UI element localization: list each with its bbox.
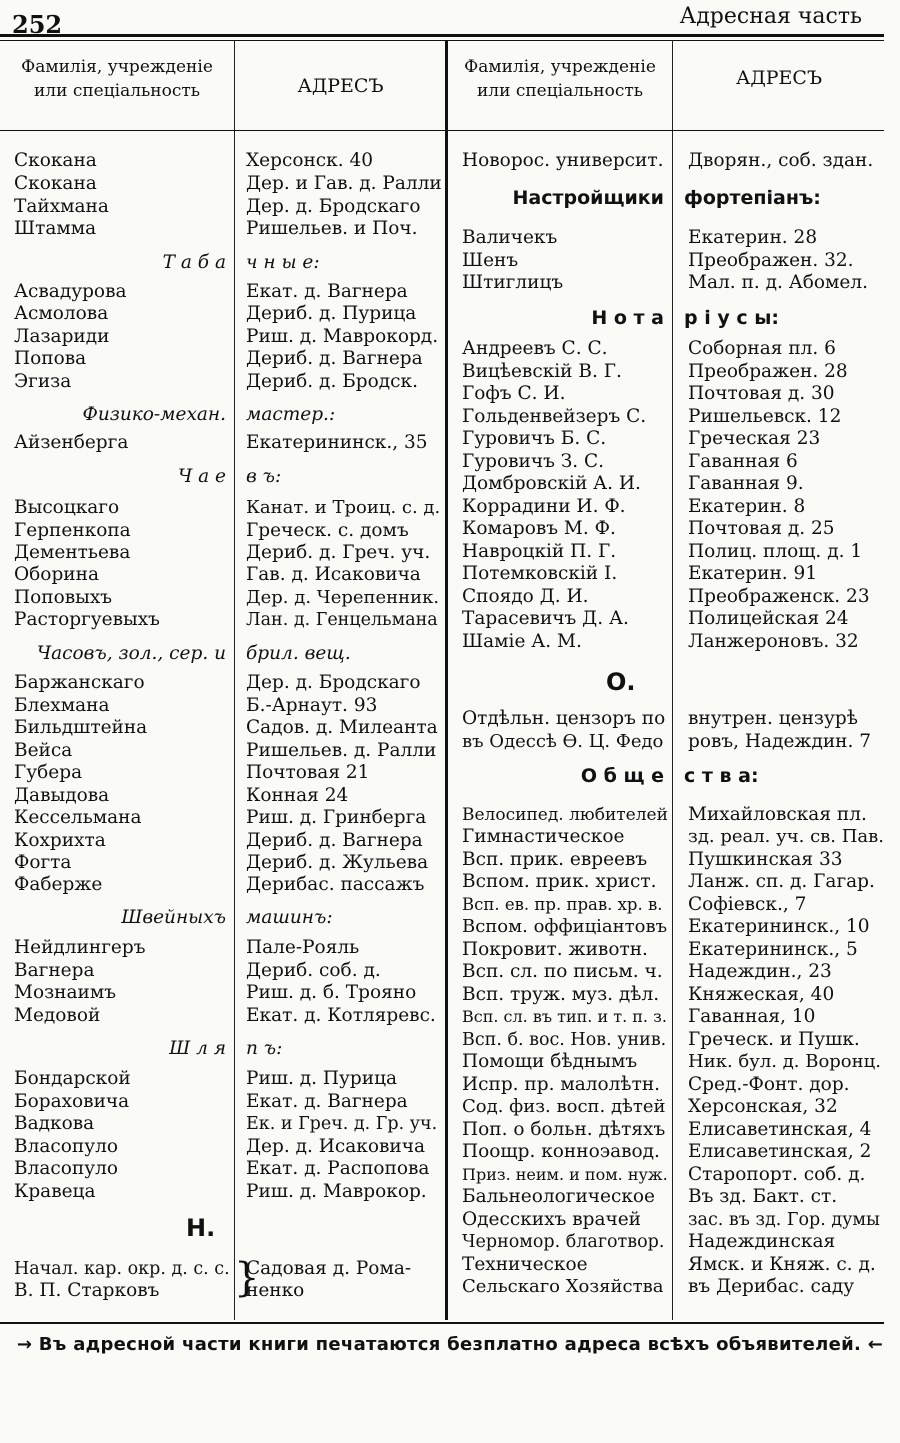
entry-address: Гаванная, 10 xyxy=(688,1006,816,1027)
entry-name: Гольденвейзеръ С. xyxy=(462,406,647,427)
entry-address: Дериб. д. Жульева xyxy=(246,852,429,873)
entry-name: въ Одессѣ Ѳ. Ц. Федо xyxy=(462,731,664,752)
entry-name: Высоцкаго xyxy=(14,497,120,518)
entry-address: Дериб. д. Вагнера xyxy=(246,348,423,369)
entry-address: Почтовая 21 xyxy=(246,762,370,783)
entry-address: Екат. д. Распопова xyxy=(246,1158,430,1179)
entry-name: Расторгуевыхъ xyxy=(14,609,160,630)
entry-address: ненко xyxy=(246,1280,305,1301)
entry-address: Надеждин., 23 xyxy=(688,961,832,982)
entry-name: Баржанскаго xyxy=(14,672,145,693)
entry-address: Ланжероновъ. 32 xyxy=(688,631,859,652)
entry-address: въ Дерибас. саду xyxy=(688,1276,855,1297)
entry-address: Конная 24 xyxy=(246,785,349,806)
entry-name: Мознаимъ xyxy=(14,982,117,1003)
entry-name: Тарасевичъ Д. А. xyxy=(462,608,629,629)
entry-address: Дерибас. пассажъ xyxy=(246,874,425,895)
entry-name: Скокана xyxy=(14,173,97,194)
entry-address: Дер. д. Бродскаго xyxy=(246,196,421,217)
section-heading-right: с т в а: xyxy=(684,765,759,787)
entry-address: Елисаветинская, 4 xyxy=(688,1119,872,1140)
entry-address: Екатерин. 8 xyxy=(688,496,806,517)
entry-address: Дериб. д. Вагнера xyxy=(246,830,423,851)
entry-address: Дериб. д. Греч. уч. xyxy=(246,542,431,563)
entry-name: Домбровскій А. И. xyxy=(462,473,641,494)
entry-address: Дер. и Гав. д. Ралли xyxy=(246,173,442,194)
entry-name: Поощр. конноэавод. xyxy=(462,1141,660,1162)
column-separator-3 xyxy=(672,40,673,1320)
entry-address: Полиц. площ. д. 1 xyxy=(688,541,863,562)
entry-address: Почтовая д. 25 xyxy=(688,518,835,539)
entry-name: Велосипед. любителей xyxy=(462,805,668,825)
entry-address: Греческ. с. домъ xyxy=(246,520,409,541)
entry-address: Риш. д. Маврокор. xyxy=(246,1181,427,1202)
entry-name: Фогта xyxy=(14,852,72,873)
entry-name: Всп. ев. пр. прав. хр. в. xyxy=(462,895,663,914)
entry-name: Навроцкій П. Г. xyxy=(462,541,617,562)
entry-name: Кравеца xyxy=(14,1181,96,1202)
entry-name: Штамма xyxy=(14,218,97,239)
entry-address: Екатерининск., 5 xyxy=(688,939,858,960)
entry-address: Дер. д. Бродскаго xyxy=(246,672,421,693)
entry-address: Княжеская, 40 xyxy=(688,984,835,1005)
entry-address: Дер. д. Черепенник. xyxy=(246,587,440,608)
entry-name: Эгиза xyxy=(14,371,72,392)
entry-address: Пушкинская 33 xyxy=(688,849,843,870)
entry-address: Екатерин. 91 xyxy=(688,563,818,584)
entry-address: Риш. д. б. Трояно xyxy=(246,982,417,1003)
entry-name: Кессельмана xyxy=(14,807,142,828)
entry-address: Соборная пл. 6 xyxy=(688,338,836,359)
entry-name: Вадкова xyxy=(14,1113,95,1134)
section-letter: О. xyxy=(606,668,636,696)
entry-name: Герпенкопа xyxy=(14,520,131,541)
section-heading-left: Швейныхъ xyxy=(121,907,226,928)
entry-name: Тайхмана xyxy=(14,196,109,217)
entry-address: Въ зд. Бакт. ст. xyxy=(688,1186,838,1207)
entry-address: Екатерининск., 10 xyxy=(688,916,870,937)
entry-address: Гаванная 6 xyxy=(688,451,798,472)
entry-address: Елисаветинская, 2 xyxy=(688,1141,872,1162)
entry-name: Гуровичъ З. С. xyxy=(462,451,605,472)
entry-name: Бондарской xyxy=(14,1068,131,1089)
section-heading-left: Физико-механ. xyxy=(82,404,226,425)
entry-address: Риш. д. Маврокорд. xyxy=(246,326,439,347)
entry-name: Вицѣевскій В. Г. xyxy=(462,361,622,382)
entry-name: Фаберже xyxy=(14,874,103,895)
entry-address: Дворян., соб. здан. xyxy=(688,150,874,171)
section-heading-right: р і у с ы: xyxy=(684,307,779,329)
entry-address: Ямск. и Княж. с. д. xyxy=(688,1254,876,1275)
section-heading-left: Ч а е xyxy=(177,466,226,487)
entry-address: Ришельев. и Поч. xyxy=(246,218,418,239)
entry-address: Полицейская 24 xyxy=(688,608,849,629)
entry-address: Преображенск. 23 xyxy=(688,586,870,607)
entry-name: Покровит. животн. xyxy=(462,939,648,960)
section-heading-right: брил. вещ. xyxy=(246,643,351,664)
header-rule xyxy=(0,130,884,131)
entry-name: Штиглицъ xyxy=(462,272,564,293)
section-heading-right: машинъ: xyxy=(246,907,333,928)
entry-name: Всп. б. вос. Нов. унив. xyxy=(462,1030,667,1050)
entry-address: Надеждинская xyxy=(688,1231,836,1252)
header-left-address: АДРЕСЪ xyxy=(297,75,384,97)
entry-name: Одесскихъ врачей xyxy=(462,1209,642,1230)
entry-name: Андреевъ С. С. xyxy=(462,338,608,359)
entry-address: Греческ. и Пушк. xyxy=(688,1029,860,1050)
section-heading-right: п ъ: xyxy=(246,1038,283,1059)
entry-name: В. П. Старковъ xyxy=(14,1280,160,1301)
entry-name: Шаміе А. М. xyxy=(462,631,582,652)
header-right-address: АДРЕСЪ xyxy=(735,67,823,89)
entry-name: Вспом. прик. христ. xyxy=(462,871,657,892)
entry-name: Бораховича xyxy=(14,1091,130,1112)
entry-name: Помощи бѣднымъ xyxy=(462,1051,638,1072)
entry-address: Старопорт. соб. д. xyxy=(688,1164,866,1185)
entry-address: Екат. д. Вагнера xyxy=(246,1091,408,1112)
entry-name: Бальнеологическое xyxy=(462,1186,655,1207)
entry-name: Попова xyxy=(14,348,87,369)
entry-address: Риш. д. Пурица xyxy=(246,1068,398,1089)
entry-name: Власопуло xyxy=(14,1136,118,1157)
entry-name: Всп. труж. муз. дѣл. xyxy=(462,984,660,1005)
entry-name: Всп. сл. въ тип. и т. п. з. xyxy=(462,1007,667,1026)
entry-address: Ришельев. д. Ралли xyxy=(246,740,437,761)
section-heading-left: Часовъ, зол., сер. и xyxy=(36,643,226,664)
entry-address: Дер. д. Исаковича xyxy=(246,1136,425,1157)
entry-name: Потемковскій І. xyxy=(462,563,618,584)
entry-address: Дериб. д. Пурица xyxy=(246,303,417,324)
entry-address: Ник. бул. д. Воронц. xyxy=(688,1051,881,1072)
entry-address: Софіевск., 7 xyxy=(688,894,807,915)
top-rule xyxy=(0,34,884,37)
entry-address: Дериб. соб. д. xyxy=(246,960,381,981)
section-heading-left: Ш л я xyxy=(169,1038,226,1059)
entry-name: Скокана xyxy=(14,150,97,171)
entry-name: Приз. неим. и пом. нуж. xyxy=(462,1165,668,1184)
top-rule-thin xyxy=(0,40,884,41)
entry-name: Начал. кар. окр. д. с. с. xyxy=(14,1259,230,1279)
entry-address: Сред.-Фонт. дор. xyxy=(688,1074,850,1095)
entry-name: Вагнера xyxy=(14,960,95,981)
section-heading-right: в ъ: xyxy=(246,466,282,487)
entry-address: Херсонская, 32 xyxy=(688,1096,838,1117)
entry-address: Екат. д. Вагнера xyxy=(246,281,408,302)
entry-address: Пале-Рояль xyxy=(246,937,360,958)
entry-address: зас. въ зд. Гор. думы xyxy=(688,1210,880,1230)
section-heading-left: Настройщики xyxy=(512,187,664,209)
entry-name: Отдѣльн. цензоръ по xyxy=(462,708,666,729)
running-head: Адресная часть xyxy=(679,4,862,29)
entry-address: Михайловская пл. xyxy=(688,804,867,825)
entry-name: Комаровъ М. Ф. xyxy=(462,518,616,539)
entry-name: Черномор. благотвор. xyxy=(462,1232,665,1252)
entry-name: Давыдова xyxy=(14,785,110,806)
entry-name: Медовой xyxy=(14,1005,101,1026)
entry-name: Всп. сл. по письм. ч. xyxy=(462,961,663,982)
entry-name: Кохрихта xyxy=(14,830,106,851)
entry-name: Шенъ xyxy=(462,250,519,271)
entry-name: Вейса xyxy=(14,740,73,761)
entry-name: Гофъ С. И. xyxy=(462,383,566,404)
entry-address: Екат. д. Котляревс. xyxy=(246,1005,436,1026)
entry-address: Преображен. 28 xyxy=(688,361,848,382)
entry-address: Екатерининск., 35 xyxy=(246,432,428,453)
page-number: 252 xyxy=(12,10,63,39)
entry-address: Канат. и Троиц. с. д. xyxy=(246,497,441,518)
entry-address: Преображен. 32. xyxy=(688,250,854,271)
entry-name: Техническое xyxy=(462,1254,588,1275)
entry-name: Испр. пр. малолѣтн. xyxy=(462,1074,661,1095)
entry-name: Асвадурова xyxy=(14,281,127,302)
entry-name: Новорос. университ. xyxy=(462,150,664,171)
entry-address: Почтовая д. 30 xyxy=(688,383,835,404)
entry-address: Садовая д. Рома- xyxy=(246,1258,412,1279)
entry-name: Гуровичъ Б. С. xyxy=(462,428,607,449)
entry-name: Бильдштейна xyxy=(14,717,148,738)
section-heading-left: Т а б а xyxy=(162,252,226,273)
entry-address: Мал. п. д. Абомел. xyxy=(688,272,868,293)
entry-address: ровъ, Надеждин. 7 xyxy=(688,731,872,752)
brace: } xyxy=(234,1255,260,1301)
column-separator-1 xyxy=(234,40,235,1320)
section-heading-right: мастер.: xyxy=(246,404,336,425)
entry-name: Всп. прик. евреевъ xyxy=(462,849,648,870)
entry-address: Ек. и Греч. д. Гр. уч. xyxy=(246,1114,438,1134)
entry-name: Споядо Д. И. xyxy=(462,586,589,607)
entry-name: Оборина xyxy=(14,564,99,585)
entry-name: Лазариди xyxy=(14,326,110,347)
entry-address: Ришельевск. 12 xyxy=(688,406,842,427)
entry-address: Ланж. сп. д. Гагар. xyxy=(688,871,875,892)
section-heading-left: О б щ е xyxy=(580,765,664,787)
header-left-name xyxy=(0,55,234,103)
entry-name: Сод. физ. восп. дѣтей xyxy=(462,1096,666,1117)
footer-note: → Въ адресной части книги печатаются безплатно адреса всѣхъ объявителей. ← xyxy=(16,1334,884,1355)
section-letter: Н. xyxy=(186,1214,216,1242)
entry-name: Губера xyxy=(14,762,83,783)
entry-address: Б.-Арнаут. 93 xyxy=(246,695,378,716)
entry-name: Гимнастическое xyxy=(462,826,625,847)
section-heading-left: Н о т а xyxy=(591,307,664,329)
entry-name: Власопуло xyxy=(14,1158,118,1179)
section-heading-right: ч н ы е: xyxy=(246,252,320,273)
entry-address: Лан. д. Генцельмана xyxy=(246,610,438,630)
entry-name: Поповыхъ xyxy=(14,587,113,608)
entry-address: Дериб. д. Бродск. xyxy=(246,371,418,392)
entry-name: Сельскаго Хозяйства xyxy=(462,1276,664,1297)
entry-name: Вспом. оффиціантовъ xyxy=(462,916,668,937)
header-left-name-line1: Фамилія, учрежденіе xyxy=(21,57,213,77)
header-left-name-line2: или спеціальность xyxy=(33,81,201,101)
entry-address: Гав. д. Исаковича xyxy=(246,564,421,585)
entry-address: Херсонск. 40 xyxy=(246,150,374,171)
column-separator-center xyxy=(445,40,448,1320)
entry-name: Блехмана xyxy=(14,695,110,716)
section-heading-right: фортепіанъ: xyxy=(684,187,821,209)
entry-name: Коррадини И. Ф. xyxy=(462,496,626,517)
entry-name: Асмолова xyxy=(14,303,109,324)
entry-name: Дементьева xyxy=(14,542,131,563)
entry-address: зд. реал. уч. св. Пав. xyxy=(688,826,885,847)
entry-address: Греческая 23 xyxy=(688,428,821,449)
entry-name: Поп. о больн. дѣтяхъ xyxy=(462,1119,666,1140)
entry-address: внутрен. цензурѣ xyxy=(688,708,858,729)
bottom-rule xyxy=(0,1322,884,1324)
header-right-name-line1: Фамилія, учрежденіе xyxy=(464,57,656,77)
entry-address: Риш. д. Гринберга xyxy=(246,807,427,828)
entry-address: Екатерин. 28 xyxy=(688,227,818,248)
header-right-name xyxy=(448,55,672,103)
header-right-name-line2: или спеціальность xyxy=(476,81,644,101)
entry-name: Валичекъ xyxy=(462,227,558,248)
entry-name: Айзенберга xyxy=(14,432,129,453)
entry-name: Нейдлингеръ xyxy=(14,937,146,958)
entry-address: Гаванная 9. xyxy=(688,473,804,494)
entry-address: Садов. д. Милеанта xyxy=(246,717,438,738)
